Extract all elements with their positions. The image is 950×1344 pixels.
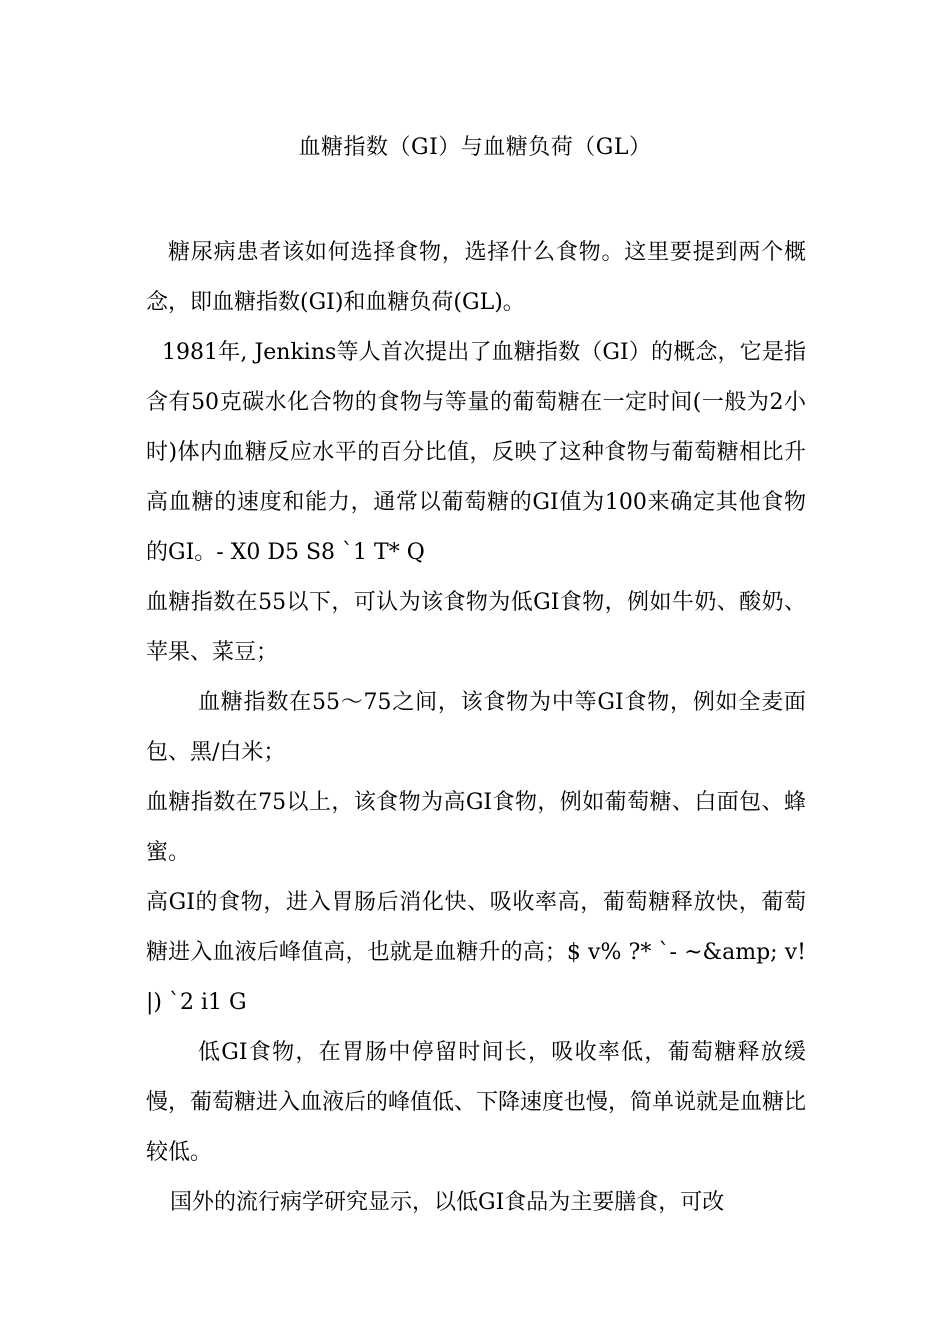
paragraph-low-gi: 血糖指数在55以下，可认为该食物为低GI食物，例如牛奶、酸奶、苹果、菜豆； [146, 590, 806, 665]
paragraph-gi-definition: 1981年, Jenkins等人首次提出了血糖指数（GI）的概念，它是指含有50克碳水化合物的食物与等量的葡萄糖在一定时间(一般为2小时)体内血糖反应水平的百分比值，反映了这种食物与葡萄糖相比升高血糖的速度和能力，通常以葡萄糖的GI值为100来确定其他食物的GI。- X0 D5 S8 `1 T* Q [146, 340, 806, 565]
paragraph-intro: 糖尿病患者该如何选择食物，选择什么食物。这里要提到两个概念，即血糖指数(GI)和血糖负荷(GL)。 [146, 240, 806, 315]
document-body [146, 228, 806, 1228]
paragraph-high-gi: 血糖指数在75以上，该食物为高GI食物，例如葡萄糖、白面包、蜂蜜。 [146, 790, 806, 865]
document-title: 血糖指数（GI）与血糖负荷（GL） [298, 135, 652, 160]
paragraph-low-gi-effect: 低GI食物，在胃肠中停留时间长，吸收率低，葡萄糖释放缓慢，葡萄糖进入血液后的峰值低、下降速度也慢，简单说就是血糖比较低。 [146, 1040, 807, 1165]
paragraph-medium-gi: 血糖指数在55～75之间，该食物为中等GI食物，例如全麦面包、黑/白米； [146, 690, 806, 765]
paragraph-epidemiology: 国外的流行病学研究显示，以低GI食品为主要膳食，可改 [170, 1190, 725, 1215]
paragraph-high-gi-effect: 高GI的食物，进入胃肠后消化快、吸收率高，葡萄糖释放快，葡萄糖进入血液后峰值高，也就是血糖升的高；$ v% ?* `- ~&amp; v! |) `2 i1 G [146, 890, 806, 1015]
